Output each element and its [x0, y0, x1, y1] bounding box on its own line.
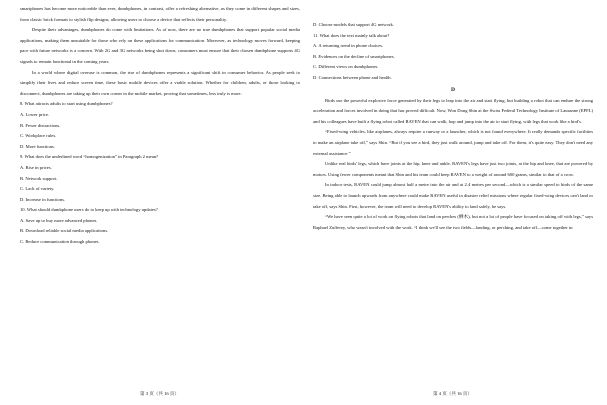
question-8-option-d: D. More functions.: [20, 143, 55, 149]
question-11-option-a: A. A returning trend in phone choices.: [313, 43, 384, 49]
question-10-option-d: D. Choose models that support 4G network.: [313, 22, 394, 27]
left-paragraph-3: In a world where digital overuse is common, the rise of dumbphones represents a significant shift in consumer behavior. As people seek to simplify their lives and reduce screen time, these basic mobile devices offer a viable solution. Whether for children, adults, or those looking to disconnect, dumbphones are taking up their own corner in the mobile market, proving that sometimes, less truly is more.: [20, 69, 300, 96]
question-9-stem: 9. What does the underlined word “homogenization” in Paragraph 2 mean?: [20, 154, 159, 160]
left-paragraph-1: smartphones has become more noticeable than ever, dumbphones, in contrast, offer a refreshing alternative, as they come in different shapes and sizes, from classic brick formats to stylish flip designs, allowing users to choose a device that reflects their personality.: [20, 6, 300, 22]
question-10-option-b: B. Download reliable social media applications.: [20, 228, 109, 234]
question-9-option-c: C. Lack of variety.: [20, 186, 55, 192]
question-11-option-d: D. Connections between phone and health.: [313, 74, 392, 80]
right-paragraph-1: Birds use the powerful explosive force generated by their legs to leap into the air and start flying, but building a robot that can endure the strong acceleration and forces involved in doing that has proved difficult. Now, Won Dong Shin at the Swiss Federal Technology Institute of Lausanne (EPFL) and his colleagues have built a flying robot called RAVEN that can walk, hop and jump into the air to start flying, with legs that work like a bird's.: [313, 97, 593, 124]
question-11-stem: 11. What does the text mainly talk about?: [313, 32, 390, 38]
question-8-stem: 8. What attracts adults to start using dumbphones?: [20, 101, 113, 107]
question-10-option-c: C. Reduce communication through phones.: [20, 239, 100, 245]
section-d-title: D: [451, 86, 455, 93]
page-footer-left: 第 3 页（共 16 页）: [140, 391, 180, 396]
right-paragraph-4: In indoor tests, RAVEN could jump almost half a metre into the air and at 2.4 metres per second—which is a similar speed to birds of the same size. Being able to launch upwards from anywhere could make RAVEN useful in disaster relief missions where regular fixed-wing devices can't land or take off, says Shin. First, however, the team will need to develop RAVEN's ability to land safely, he says.: [313, 182, 593, 209]
left-column: [20, 4, 300, 248]
question-9-option-d: D. Increase in functions.: [20, 196, 66, 202]
question-9-option-b: B. Network support.: [20, 175, 58, 181]
right-column: [313, 20, 593, 233]
right-paragraph-2: “Fixed-wing vehicles, like airplanes, always require a runway or a launcher, which is not found everywhere. It really demands specific facilities to make an airplane take off,” says Shin. “But if you see a bird, they just walk around, jump and take off. For them, it's quite easy. They don't need any external assistance.”: [313, 129, 593, 156]
question-11-option-b: B. Evidences on the decline of smartphones.: [313, 53, 395, 59]
question-8-option-a: A. Lower price.: [20, 111, 50, 117]
left-paragraph-2: Despite their advantages, dumbphones do come with limitations. As of now, there are no true dumbphones that support popular social media applications, making them unsuitable for those who rely on these applications for communication. Moreover, as technology moves forward, keeping pace with future networks is a concern. With 2G and 3G networks being shut down, consumers must ensure that their chosen dumbphone supports 4G signals to remain functional in the coming years.: [20, 27, 300, 64]
question-9-option-a: A. Rise in prices.: [20, 164, 52, 170]
page-footer-right: 第 4 页（共 16 页）: [433, 391, 473, 396]
right-paragraph-5: “We have seen quite a lot of work on flying robots that land on perches (栖木), but not a lot of people have focused on taking off with legs,” says Raphael Zufferey, who wasn't involved with the work. “I think we'll see the two fields—landing, or perching, and take off—come together in: [313, 214, 593, 230]
question-10-stem: 10. What should dumbphone users do to keep up with technology updates?: [20, 207, 158, 213]
question-8-option-b: B. Fewer distractions.: [20, 122, 61, 128]
question-11-option-c: C. Different views on dumbphones.: [313, 64, 379, 70]
right-paragraph-3: Unlike real birds' legs, which have joints at the hip, knee and ankle, RAVEN's legs have just two joints, at the hip and knee, that are powered by motors. Using fewer components meant that Shin and his team could keep RAVEN to a weight of around 600 grams, similar to that of a crow.: [313, 161, 593, 177]
question-10-option-a: A. Save up to buy more advanced phones.: [20, 217, 98, 223]
question-8-option-c: C. Workplace rules.: [20, 133, 57, 139]
